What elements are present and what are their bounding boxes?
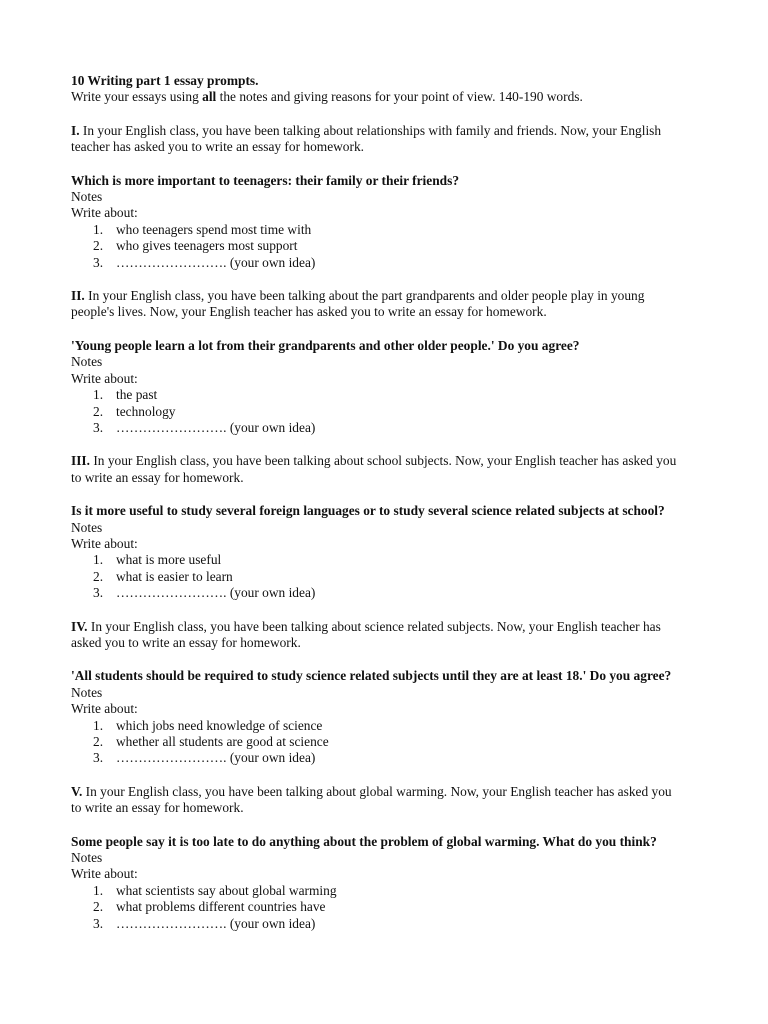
list-number: 2.: [93, 734, 104, 749]
list-item: [71, 899, 711, 915]
prompt-3: [71, 453, 711, 601]
prompt-numeral: II.: [71, 288, 85, 304]
list-item: [71, 916, 711, 932]
context-line-2: people's lives. Now, your English teacher has asked you to write an essay for homework.: [71, 304, 547, 320]
list-number: 3.: [93, 419, 104, 435]
write-about-label: Write about:: [71, 205, 138, 221]
prompt-context: [71, 123, 711, 156]
list-text: the past: [116, 387, 158, 403]
list-number: 1.: [93, 221, 104, 237]
list-text: ……………………. (your own idea): [116, 585, 316, 601]
list-text: what problems different countries have: [116, 899, 326, 915]
list-number: 1.: [93, 387, 104, 403]
notes-label: Notes: [71, 189, 103, 205]
context-line-1: In your English class, you have been talking about science related subjects. Now, your English teacher has: [87, 618, 661, 634]
list-text: ……………………. (your own idea): [116, 915, 316, 931]
essay-question: Some people say it is too late to do anything about the problem of global warming. What do you think?: [71, 833, 657, 849]
context-line-1: In your English class, you have been talking about global warming. Now, your English teacher has asked you: [82, 783, 672, 799]
context-line-2: to write an essay for homework.: [71, 469, 244, 485]
list-item: [71, 420, 711, 436]
document-page: [71, 73, 711, 932]
list-number: 2.: [93, 403, 104, 419]
list-number: 3.: [93, 915, 104, 931]
write-about-label: Write about:: [71, 535, 138, 551]
prompt-context: [71, 288, 711, 321]
list-number: 3.: [93, 254, 104, 270]
list-item: [71, 883, 711, 899]
essay-question: 'All students should be required to study science related subjects until they are at least 18.' Do you agree?: [71, 668, 672, 684]
notes-label: Notes: [71, 850, 103, 866]
list-item: [71, 222, 711, 238]
prompt-numeral: I.: [71, 122, 80, 138]
prompt-context: [71, 619, 711, 652]
list-item: [71, 750, 711, 766]
list-item: [71, 718, 711, 734]
context-line-1: In your English class, you have been talking about relationships with family and friends. Now, your English: [79, 122, 662, 138]
prompt-numeral: V.: [71, 783, 83, 799]
list-number: 2.: [93, 899, 104, 915]
list-item: [71, 734, 711, 750]
essay-question: Is it more useful to study several foreign languages or to study several science related subjects at school?: [71, 503, 665, 519]
notes-list: [71, 387, 711, 436]
context-line-2: teacher has asked you to write an essay for homework.: [71, 139, 365, 155]
list-number: 1.: [93, 717, 104, 733]
prompt-1: [71, 123, 711, 271]
instruction-text-end: the notes and giving reasons for your point of view. 140-190 words.: [216, 89, 583, 105]
context-line-2: to write an essay for homework.: [71, 800, 244, 816]
write-about-label: Write about:: [71, 370, 138, 386]
notes-list: [71, 718, 711, 767]
list-text: who gives teenagers most support: [116, 238, 298, 254]
notes-label: Notes: [71, 519, 103, 535]
list-number: 3.: [93, 585, 104, 601]
list-text: what is more useful: [116, 552, 222, 568]
list-number: 2.: [93, 238, 104, 254]
write-about-label: Write about:: [71, 701, 138, 717]
list-item: [71, 238, 711, 254]
context-line-1: In your English class, you have been talking about the part grandparents and older people play in young: [84, 288, 645, 304]
prompt-context: [71, 784, 711, 817]
prompt-context: [71, 453, 711, 486]
document-title: 10 Writing part 1 essay prompts.: [71, 73, 259, 88]
list-text: ……………………. (your own idea): [116, 750, 316, 766]
context-line-1: In your English class, you have been talking about school subjects. Now, your English teacher has asked you: [89, 453, 677, 469]
instruction-text-start: Write your essays using: [71, 89, 203, 105]
notes-label: Notes: [71, 354, 103, 370]
list-item: [71, 255, 711, 271]
list-text: who teenagers spend most time with: [116, 221, 312, 237]
prompt-2: [71, 288, 711, 436]
essay-question: Which is more important to teenagers: their family or their friends?: [71, 172, 460, 188]
list-text: whether all students are good at science: [116, 734, 329, 749]
prompt-numeral: III.: [71, 453, 90, 469]
list-text: ……………………. (your own idea): [116, 419, 316, 435]
general-instruction: [71, 89, 711, 105]
notes-list: [71, 883, 711, 932]
prompt-numeral: IV.: [71, 618, 88, 634]
list-text: what scientists say about global warming: [116, 882, 337, 898]
instruction-emphasis: all: [202, 89, 217, 105]
list-text: technology: [116, 403, 176, 419]
list-item: [71, 552, 711, 568]
notes-list: [71, 552, 711, 601]
context-line-2: asked you to write an essay for homework.: [71, 634, 301, 650]
prompt-5: [71, 784, 711, 932]
notes-list: [71, 222, 711, 271]
notes-label: Notes: [71, 684, 103, 700]
list-item: [71, 569, 711, 585]
list-number: 3.: [93, 750, 104, 766]
list-text: which jobs need knowledge of science: [116, 717, 323, 733]
list-number: 2.: [93, 568, 104, 584]
essay-question: 'Young people learn a lot from their grandparents and other older people.' Do you agree?: [71, 337, 580, 353]
prompt-4: [71, 619, 711, 767]
list-item: [71, 585, 711, 601]
list-number: 1.: [93, 882, 104, 898]
write-about-label: Write about:: [71, 866, 138, 882]
list-number: 1.: [93, 552, 104, 568]
list-text: ……………………. (your own idea): [116, 254, 316, 270]
list-item: [71, 387, 711, 403]
list-item: [71, 404, 711, 420]
list-text: what is easier to learn: [116, 568, 233, 584]
